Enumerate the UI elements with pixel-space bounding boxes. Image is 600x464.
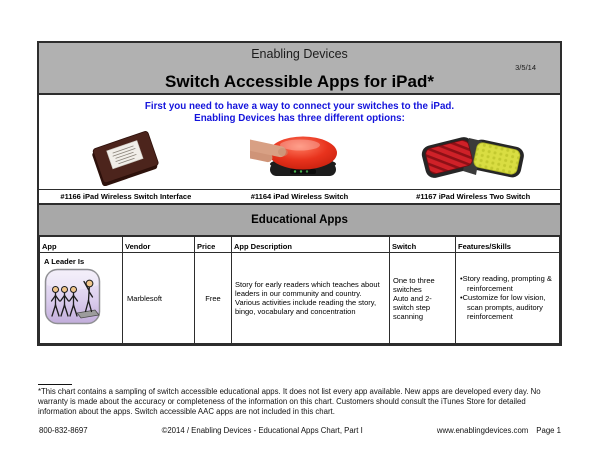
feature-item-2: • Customize for low vision, scan prompts, auditory reinforcement — [460, 293, 556, 322]
footer-phone: 800-832-8697 — [39, 426, 88, 435]
app-name: A Leader Is — [44, 257, 85, 266]
price-cell: Free — [195, 253, 232, 344]
section-title: Educational Apps — [251, 214, 348, 226]
switch-interface-icon — [71, 130, 181, 186]
apps-table — [39, 236, 560, 344]
footer-copyright: ©2014 / Enabling Devices - Educational Apps Chart, Part I — [161, 426, 363, 435]
page-title: Switch Accessible Apps for iPad* — [165, 72, 434, 91]
col-header-vendor: Vendor — [123, 237, 195, 253]
chart-frame — [37, 41, 562, 346]
feature-item-1: • Story reading, prompting & reinforcement — [460, 274, 556, 293]
page-footer — [39, 426, 561, 435]
company-name: Enabling Devices — [251, 47, 348, 61]
wireless-two-switch-icon — [413, 130, 533, 186]
features-cell — [456, 253, 560, 344]
header-band — [39, 43, 560, 95]
product-image-wireless-switch — [213, 129, 387, 187]
a-leader-is-app-icon — [44, 268, 101, 325]
product-image-two-switch — [386, 129, 560, 187]
product-images-row — [39, 129, 560, 189]
product-captions-row — [39, 189, 560, 205]
switch-line-2: Auto and 2-switch step scanning — [393, 293, 432, 321]
table-header-row — [40, 237, 560, 253]
switch-line-1: One to three switches — [393, 275, 435, 294]
description-cell: Story for early readers which teaches about leaders in our community and country. Various activities include reading the story, bingo, vocabulary and concentration — [232, 253, 390, 344]
intro-section — [39, 95, 560, 189]
wireless-switch-icon — [250, 130, 350, 186]
section-title-bar — [39, 205, 560, 236]
footer-page-number: Page 1 — [536, 426, 561, 435]
col-header-switch: Switch — [390, 237, 456, 253]
app-cell — [40, 253, 123, 344]
col-header-features: Features/Skills — [456, 237, 560, 253]
caption-switch-interface: #1166 iPad Wireless Switch Interface — [60, 192, 192, 201]
footer-website: www.enablingdevices.com — [436, 426, 529, 435]
footnote-text: *This chart contains a sampling of switch accessible educational apps. It does not list every app available. New apps are developed every day. No warranty is made about the accuracy or completeness of the information on this chart. Customers should consult the iTunes Store for detailed information about the apps. Switch accessible AAC apps are not included in this chart. — [38, 387, 541, 416]
caption-wireless-switch: #1164 iPad Wireless Switch — [250, 192, 349, 201]
col-header-price: Price — [195, 237, 232, 253]
table-row — [40, 253, 560, 344]
intro-line-1: First you need to have a way to connect your switches to the iPad. — [144, 101, 455, 112]
switch-cell — [390, 253, 456, 344]
caption-wireless-two-switch: #1167 iPad Wireless Two Switch — [416, 192, 531, 201]
vendor-cell: Marblesoft — [123, 253, 195, 344]
product-image-switch-interface — [39, 129, 213, 187]
date-label: 3/5/14 — [515, 63, 536, 72]
col-header-app: App — [40, 237, 123, 253]
intro-line-2: Enabling Devices has three different options: — [194, 113, 405, 124]
footnote-rule — [38, 384, 72, 385]
col-header-description: App Description — [232, 237, 390, 253]
